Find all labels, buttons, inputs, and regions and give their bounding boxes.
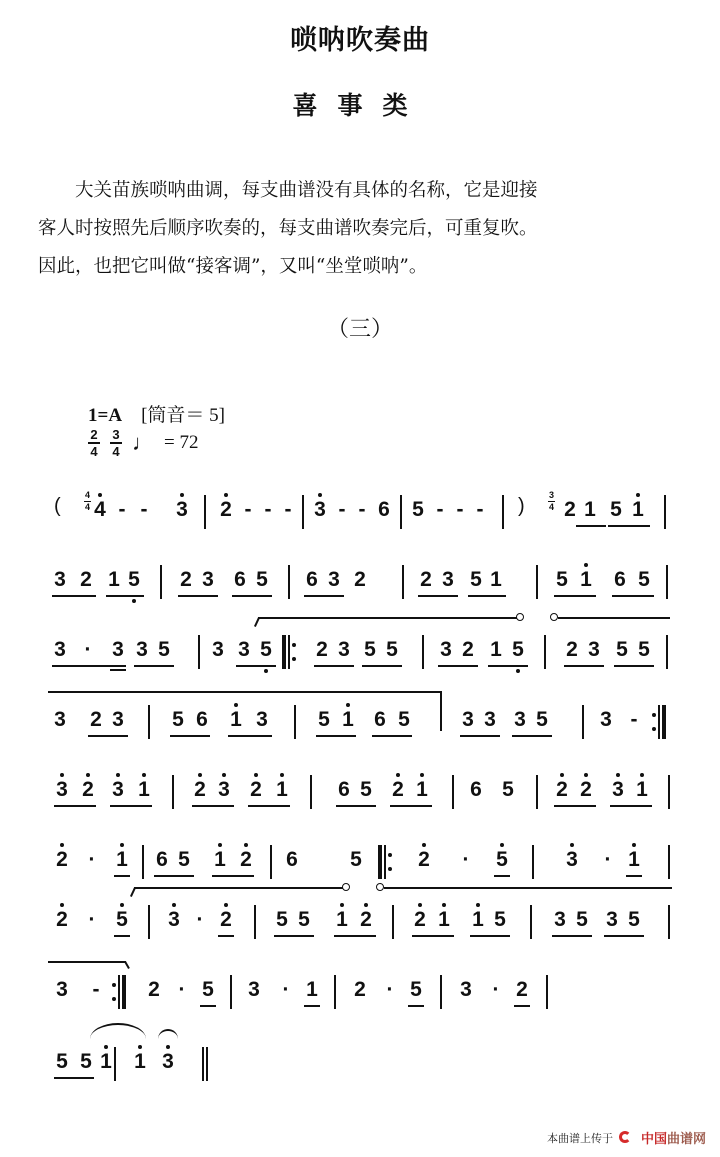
barline [204,495,206,529]
note: 2 [416,847,432,873]
page-subtitle: 喜事类 [292,91,428,120]
barline [546,975,548,1009]
note: 2 [354,978,366,1001]
intro-line-1: 大关苗族唢呐曲调，每支曲谱没有具体的名称，它是迎接 [75,180,538,201]
repeat-start [378,845,392,879]
note: 3 [462,708,474,731]
underline [248,805,290,807]
barline [334,975,336,1009]
volta-bracket [48,691,440,693]
underline [192,805,234,807]
note: 2 [238,847,254,873]
underline [274,935,314,937]
barline [668,845,670,879]
underline [54,1077,94,1079]
note: 5 [178,848,190,871]
note: 5 [412,498,424,521]
note: 1 [436,907,452,933]
note: 2 [54,847,70,873]
tube-note: [筒音＝ 5] [141,405,225,426]
site-logo-icon [619,1131,635,1145]
note: 5 [510,637,526,663]
barline [402,565,404,599]
note: 3 [610,777,626,803]
note: 3 [606,908,618,931]
note: 2 [412,907,428,933]
note: 1 [114,847,130,873]
page-title: 唢呐吹奏曲 [290,25,430,56]
barline [114,1047,116,1081]
note: 2 [516,978,528,1001]
note: 3 [238,638,250,661]
score-line-5 [48,763,672,819]
note: 3 [56,978,68,1001]
volta-hook [254,617,260,627]
underline [412,935,454,937]
final-barline [202,1047,210,1081]
note: 6 [614,568,626,591]
note: 1 [490,568,502,591]
note: 5 [202,978,214,1001]
score-line-9 [48,1035,672,1091]
note: 2 [354,568,366,591]
note: 4 [92,497,108,523]
underline [154,875,194,877]
barline [530,905,532,939]
note: 3 [112,708,124,731]
note: 3 [110,777,126,803]
note: 3 [166,907,182,933]
note: 6 [306,568,318,591]
underline [488,665,528,667]
barline [270,845,272,879]
note: 6 [156,848,168,871]
underline [554,805,596,807]
dash: - [338,498,346,521]
note: 1 [98,1049,114,1075]
barline [294,705,296,739]
intro-line-2: 客人时按照先后顺序吹奏的，每支曲谱吹奏完后，可重复吹。 [38,218,538,239]
dash: - [456,498,464,521]
underline [576,525,606,527]
underline [88,735,128,737]
underline [304,1005,320,1007]
note: 5 [470,568,482,591]
note: 5 [556,568,568,591]
underline [316,735,356,737]
volta-bracket [258,617,520,619]
score-line-7 [48,893,672,949]
volta-hook [440,691,442,731]
note: 1 [306,978,318,1001]
note: 5 [56,1050,68,1073]
barline [666,565,668,599]
barline [230,975,232,1009]
underline [362,665,402,667]
underline [470,935,510,937]
quarter-note-icon: ♩ [132,430,154,455]
note: 2 [462,638,474,661]
dash: - [284,498,292,521]
barline [198,635,200,669]
barline [254,905,256,939]
note: 5 [256,568,268,591]
underline [228,735,272,737]
note: 2 [316,638,328,661]
note: 5 [494,847,510,873]
dash: - [476,498,484,521]
underline [468,595,506,597]
underline [170,735,210,737]
note: 3 [112,638,124,661]
underline [212,875,254,877]
note: 3 [440,638,452,661]
dot: · [196,908,204,931]
note: 1 [490,638,502,661]
note: 1 [470,907,486,933]
underline [114,935,130,937]
barline [148,705,150,739]
underline [626,875,642,877]
note: 2 [180,568,192,591]
note: 1 [334,907,350,933]
note: 2 [80,777,96,803]
note: 3 [564,847,580,873]
barline [288,565,290,599]
underline [218,935,234,937]
site-brand[interactable]: 中国曲谱网 [640,1132,706,1147]
note: 6 [378,498,390,521]
underline [336,805,376,807]
note: 3 [442,568,454,591]
note: 2 [564,498,576,521]
note: 3 [160,1049,176,1075]
note: 1 [584,498,596,521]
note: 2 [578,777,594,803]
barline [666,635,668,669]
note: 5 [114,907,130,933]
note: 5 [360,778,372,801]
note: 3 [600,708,612,731]
barline [172,775,174,809]
underline [608,525,650,527]
note: 3 [54,777,70,803]
underline [512,735,552,737]
note: 5 [494,908,506,931]
volta-bracket [48,961,126,963]
barline [302,495,304,529]
time-signature-2-4: $\frac{2}{4}$ [88,428,100,458]
volta-end-ring [342,883,350,891]
note: 5 [502,778,514,801]
repeat-end [652,705,666,739]
upload-text: 本曲谱上传于 [546,1131,613,1145]
underline [52,665,126,667]
dot: · [282,978,290,1001]
note: 2 [218,907,234,933]
underline [134,665,174,667]
dash: - [358,498,366,521]
note: 5 [276,908,288,931]
note: 3 [174,497,190,523]
note: 2 [554,777,570,803]
note: 2 [566,638,578,661]
time-signature-4-4: 4 4 [84,490,90,512]
note: 6 [374,708,386,731]
note: 3 [312,497,328,523]
barline [544,635,546,669]
intro-open-paren: ( [54,495,61,517]
note: 2 [90,708,102,731]
barline [310,775,312,809]
underline [564,665,604,667]
barline [392,905,394,939]
note: 2 [390,777,406,803]
note: 5 [172,708,184,731]
barline [532,845,534,879]
barline [536,775,538,809]
time-signature-3-4-inline: 3 4 [548,490,554,512]
score-line-2 [48,553,672,609]
intro-paragraph [38,172,678,286]
note: 1 [274,777,290,803]
note: 1 [630,497,646,523]
note: 3 [256,708,268,731]
repeat-start [282,635,296,669]
note: 5 [80,1050,92,1073]
note: 5 [350,848,362,871]
dot: · [84,638,92,661]
note: 5 [638,638,650,661]
note: 1 [340,707,356,733]
note: 3 [54,568,66,591]
fermata-icon [158,1029,178,1039]
underline [612,595,654,597]
note: 3 [588,638,600,661]
note: 5 [126,567,142,593]
note: 2 [54,907,70,933]
barline [400,495,402,529]
note: 3 [460,978,472,1001]
note: 3 [212,638,224,661]
underline [110,805,152,807]
note: 5 [410,978,422,1001]
note: 5 [158,638,170,661]
note: 3 [248,978,260,1001]
note: 5 [398,708,410,731]
score-line-3 [48,623,672,679]
note: 3 [514,708,526,731]
dash: - [264,498,272,521]
volta-bracket [558,617,670,619]
underline [334,935,376,937]
score-line-4 [48,693,672,749]
barline [440,975,442,1009]
dash: - [630,708,638,731]
note: 3 [202,568,214,591]
note: 2 [248,777,264,803]
note: 6 [196,708,208,731]
dash: - [118,498,126,521]
note: 1 [228,707,244,733]
note: 5 [610,498,622,521]
time-and-tempo [88,428,198,458]
tempo-value: = 72 [164,432,199,453]
underline [514,1005,530,1007]
note: 6 [286,848,298,871]
note: 5 [318,708,330,731]
note: 5 [536,708,548,731]
underline [200,1005,216,1007]
key-signature [88,400,225,427]
underline [54,805,96,807]
underline [390,805,432,807]
dot: · [88,848,96,871]
note: 6 [234,568,246,591]
note: 3 [54,638,66,661]
note: 2 [218,497,234,523]
volta-end-ring [516,613,524,621]
note: 5 [638,568,650,591]
note: 1 [132,1049,148,1075]
note: 2 [148,978,160,1001]
note: 5 [616,638,628,661]
volta-start-ring [376,883,384,891]
barline [668,905,670,939]
time-signature-3-4: $\frac{3}{4}$ [110,428,122,458]
underline [178,595,218,597]
underline-double [110,669,126,671]
underline [408,1005,424,1007]
barline [668,775,670,809]
barline [582,705,584,739]
underline [438,665,478,667]
note: 2 [192,777,208,803]
score-line-1 [48,483,672,539]
section-number: （三） [326,317,393,342]
volta-hook [124,961,130,969]
note: 1 [626,847,642,873]
intro-line-3: 因此，也把它叫做“接客调”，又叫“坐堂唢呐”。 [38,256,428,277]
note: 1 [414,777,430,803]
dot: · [492,978,500,1001]
dash: - [244,498,252,521]
dash: - [92,978,100,1001]
note: 2 [358,907,374,933]
underline [372,735,412,737]
key-label: 1=A [88,405,123,426]
dot: · [462,848,470,871]
barline [422,635,424,669]
underline [552,935,592,937]
volta-start-ring [550,613,558,621]
barline [536,565,538,599]
note: 1 [136,777,152,803]
dot: · [386,978,394,1001]
note: 6 [470,778,482,801]
dot: · [88,908,96,931]
score-line-8 [48,963,672,1019]
repeat-end [112,975,126,1009]
dash: - [140,498,148,521]
note: 5 [386,638,398,661]
underline [604,935,644,937]
note: 2 [420,568,432,591]
underline [314,665,354,667]
dot: · [178,978,186,1001]
underline [610,805,652,807]
underline [554,595,596,597]
underline [106,595,144,597]
underline [52,595,96,597]
note: 5 [364,638,376,661]
underline [418,595,458,597]
note: 1 [578,567,594,593]
score-line-6 [48,833,672,889]
underline [494,875,510,877]
underline [232,595,272,597]
note: 5 [298,908,310,931]
volta-bracket [384,887,672,889]
dot: · [604,848,612,871]
note: 1 [108,568,120,591]
dash: - [436,498,444,521]
note: 3 [54,708,66,731]
note: 5 [576,908,588,931]
note: 3 [136,638,148,661]
underline [614,665,654,667]
barline [502,495,504,529]
barline [452,775,454,809]
barline [142,845,144,879]
note: 3 [554,908,566,931]
note: 1 [212,847,228,873]
underline [460,735,500,737]
note: 3 [216,777,232,803]
note: 3 [328,568,340,591]
underline [236,665,276,667]
barline [148,905,150,939]
note: 5 [258,637,274,663]
barline [160,565,162,599]
underline [304,595,344,597]
note: 3 [484,708,496,731]
note: 5 [628,908,640,931]
intro-close-paren: ) [518,495,525,517]
volta-bracket [134,887,344,889]
note: 6 [338,778,350,801]
footer [547,1128,706,1147]
underline [114,875,130,877]
note: 2 [80,568,92,591]
slur [90,1023,146,1039]
barline [664,495,666,529]
note: 3 [338,638,350,661]
note: 1 [634,777,650,803]
